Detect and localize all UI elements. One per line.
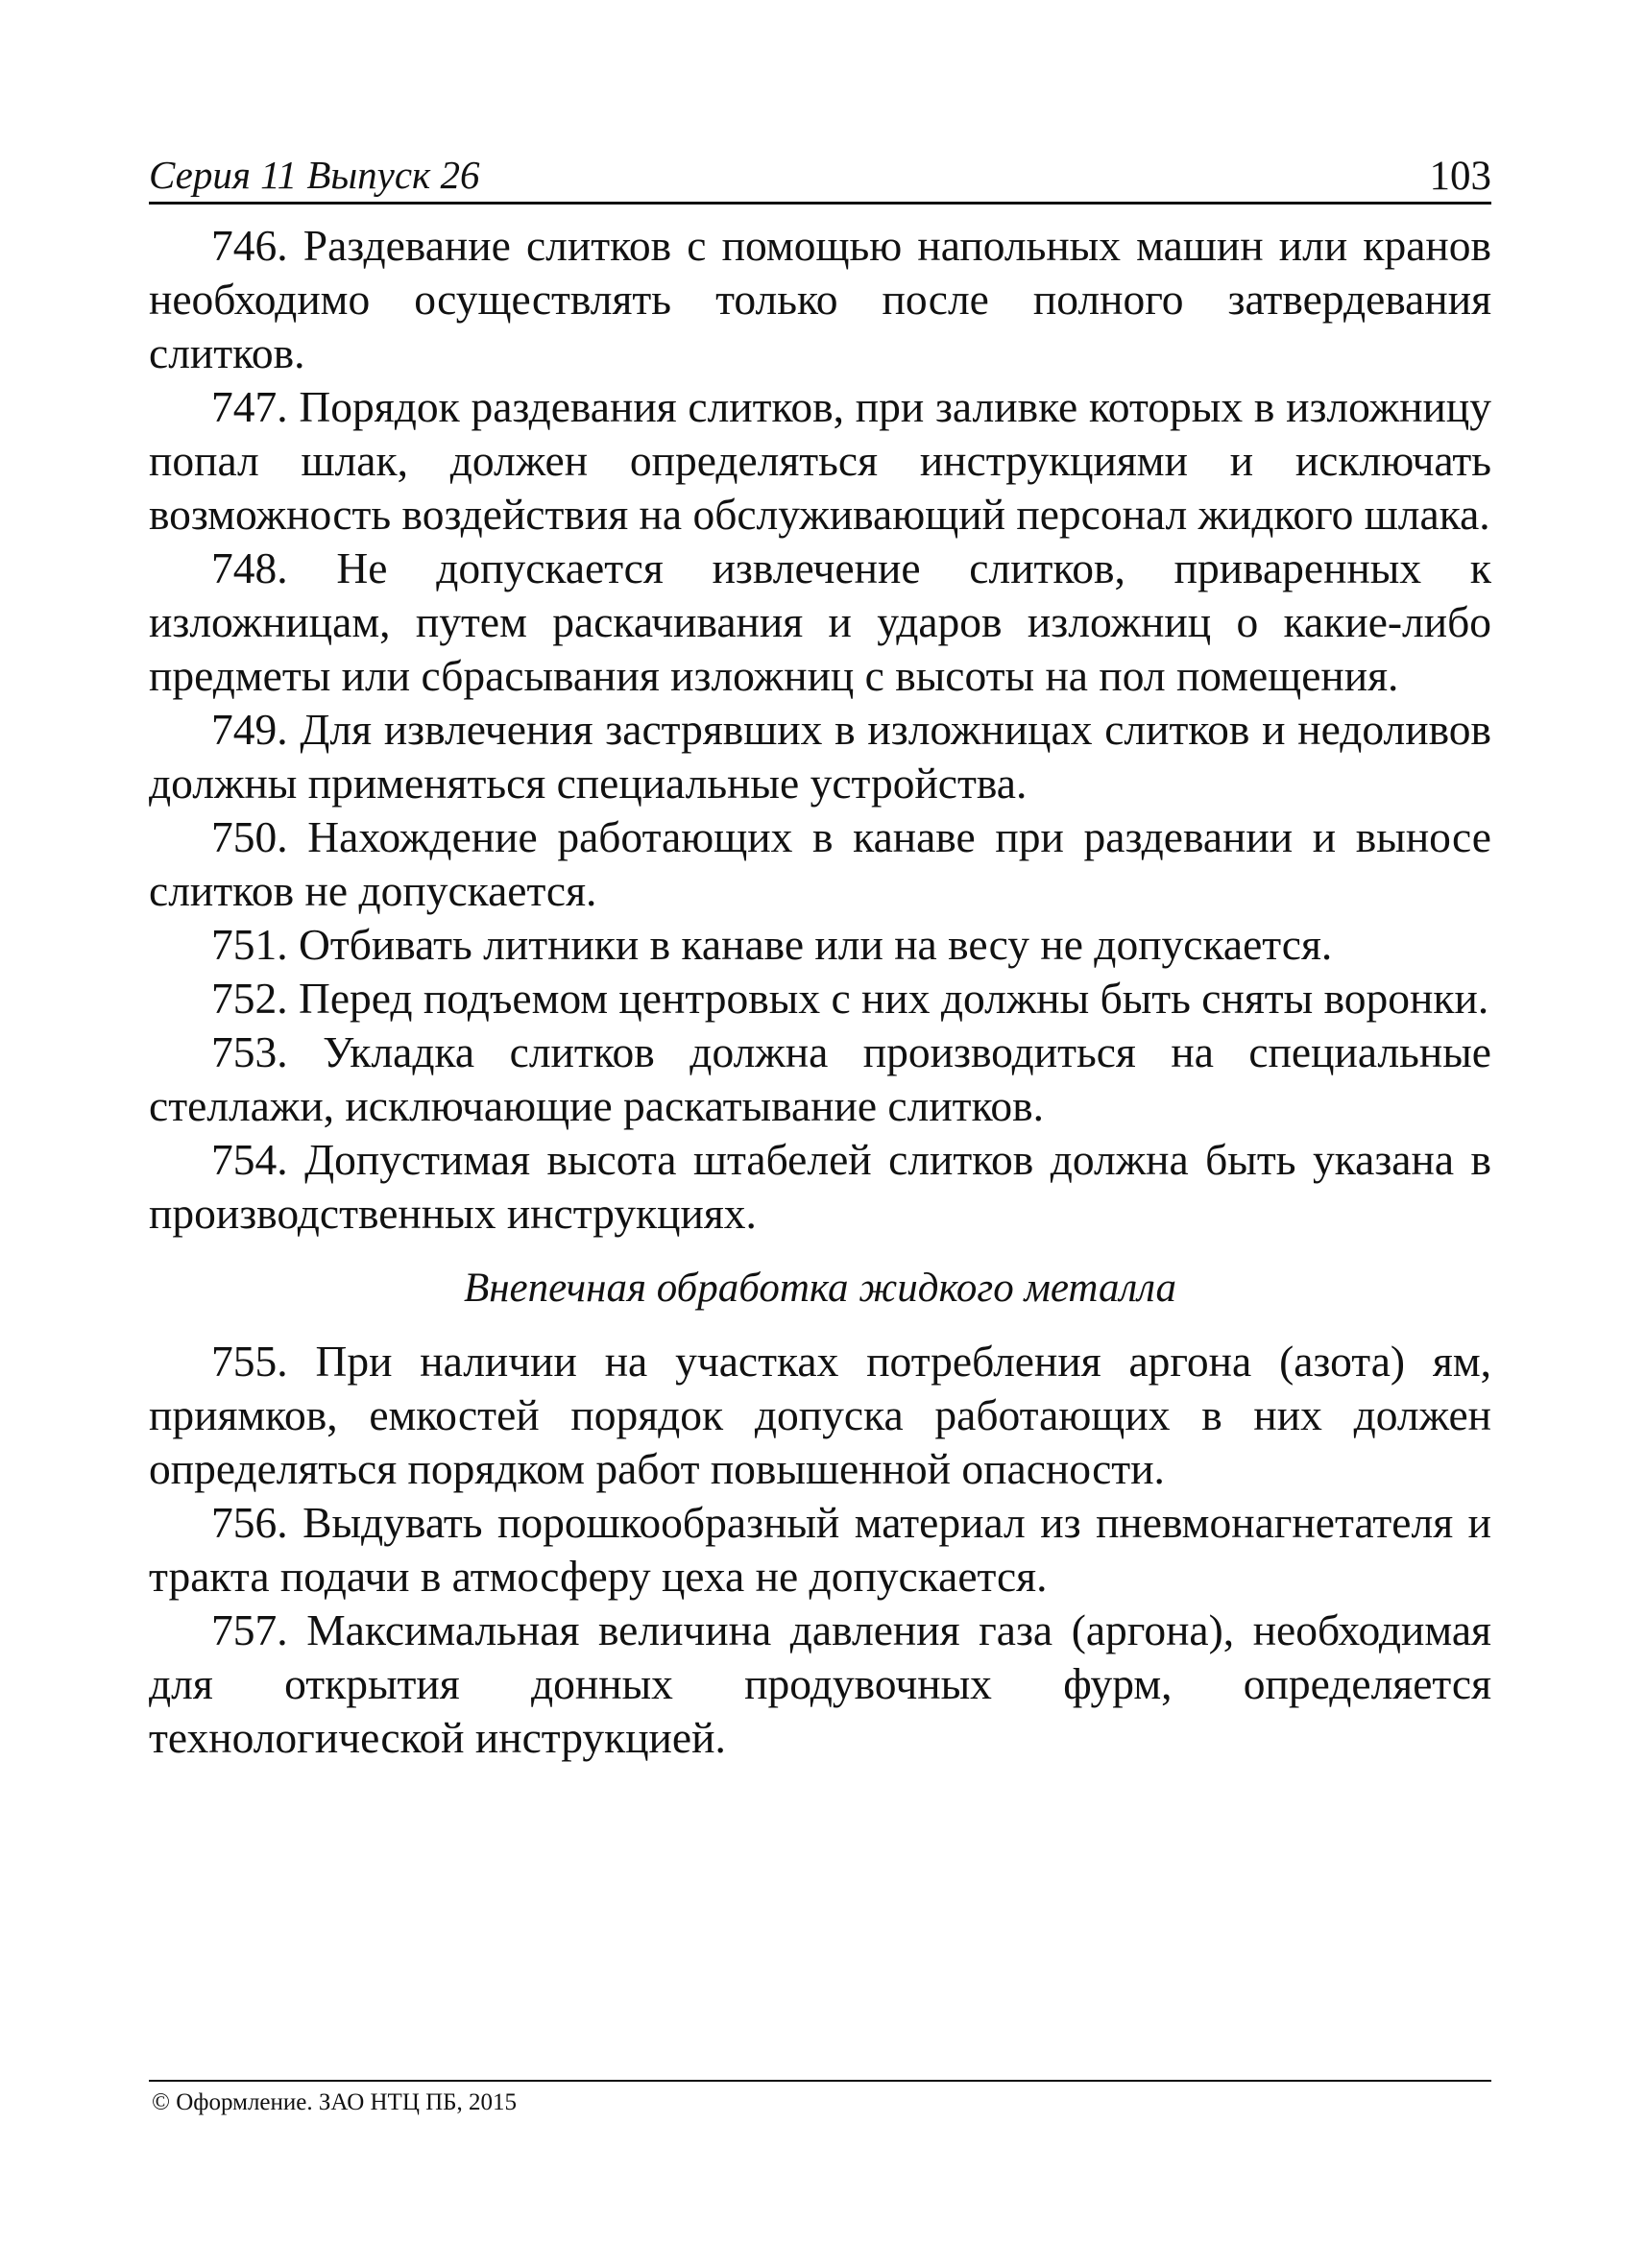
paragraph-754: 754. Допустимая высота штабелей слитков должна быть указана в производственных инструкциях. bbox=[149, 1135, 1491, 1238]
paragraph-746: 746. Раздевание слитков с помощью напольных машин или кранов необходимо осуществлять только после полного затвердевания слитков. bbox=[149, 221, 1491, 377]
paragraph-757: 757. Максимальная величина давления газа (аргона), необходимая для открытия донных продувочных фурм, определяется технологической инструкцией. bbox=[149, 1605, 1491, 1762]
series-issue-label: Серия 11 Выпуск 26 bbox=[149, 153, 480, 197]
footer-copyright: © Оформление. ЗАО НТЦ ПБ, 2015 bbox=[152, 2089, 518, 2115]
paragraph-756: 756. Выдувать порошкообразный материал из пневмонагнетателя и тракта подачи в атмосферу цеха не допускается. bbox=[149, 1498, 1491, 1601]
paragraph-749: 749. Для извлечения застрявших в изложницах слитков и недоливов должны применяться специальные устройства. bbox=[149, 705, 1491, 808]
paragraph-750: 750. Нахождение работающих в канаве при раздевании и выносе слитков не допускается. bbox=[149, 812, 1491, 915]
running-header bbox=[149, 144, 1491, 205]
paragraph-748: 748. Не допускается извлечение слитков, приваренных к изложницам, путем раскачивания и ударов изложниц о какие-либо предметы или сбрасывания изложниц с высоты на пол помещения. bbox=[149, 543, 1491, 700]
section-heading: Внепечная обработка жидкого металла bbox=[463, 1266, 1177, 1311]
paragraph-753: 753. Укладка слитков должна производиться на специальные стеллажи, исключающие раскатывание слитков. bbox=[149, 1027, 1491, 1130]
paragraph-752: 752. Перед подъемом центровых с них должны быть сняты воронки. bbox=[211, 974, 1489, 1023]
page-number: 103 bbox=[1429, 154, 1491, 199]
footer-divider bbox=[149, 2080, 1491, 2082]
paragraph-751: 751. Отбивать литники в канаве или на весу не допускается. bbox=[211, 920, 1333, 969]
paragraph-747: 747. Порядок раздевания слитков, при заливке которых в изложницу попал шлак, должен определяться инструкциями и исключать возможность воздействия на обслуживающий персонал жидкого шлака. bbox=[149, 382, 1491, 539]
main-text bbox=[149, 219, 1491, 1765]
paragraph-755: 755. При наличии на участках потребления аргона (азота) ям, приямков, емкостей порядок допуска работающих в них должен определяться порядком работ повышенной опасности. bbox=[149, 1337, 1491, 1493]
